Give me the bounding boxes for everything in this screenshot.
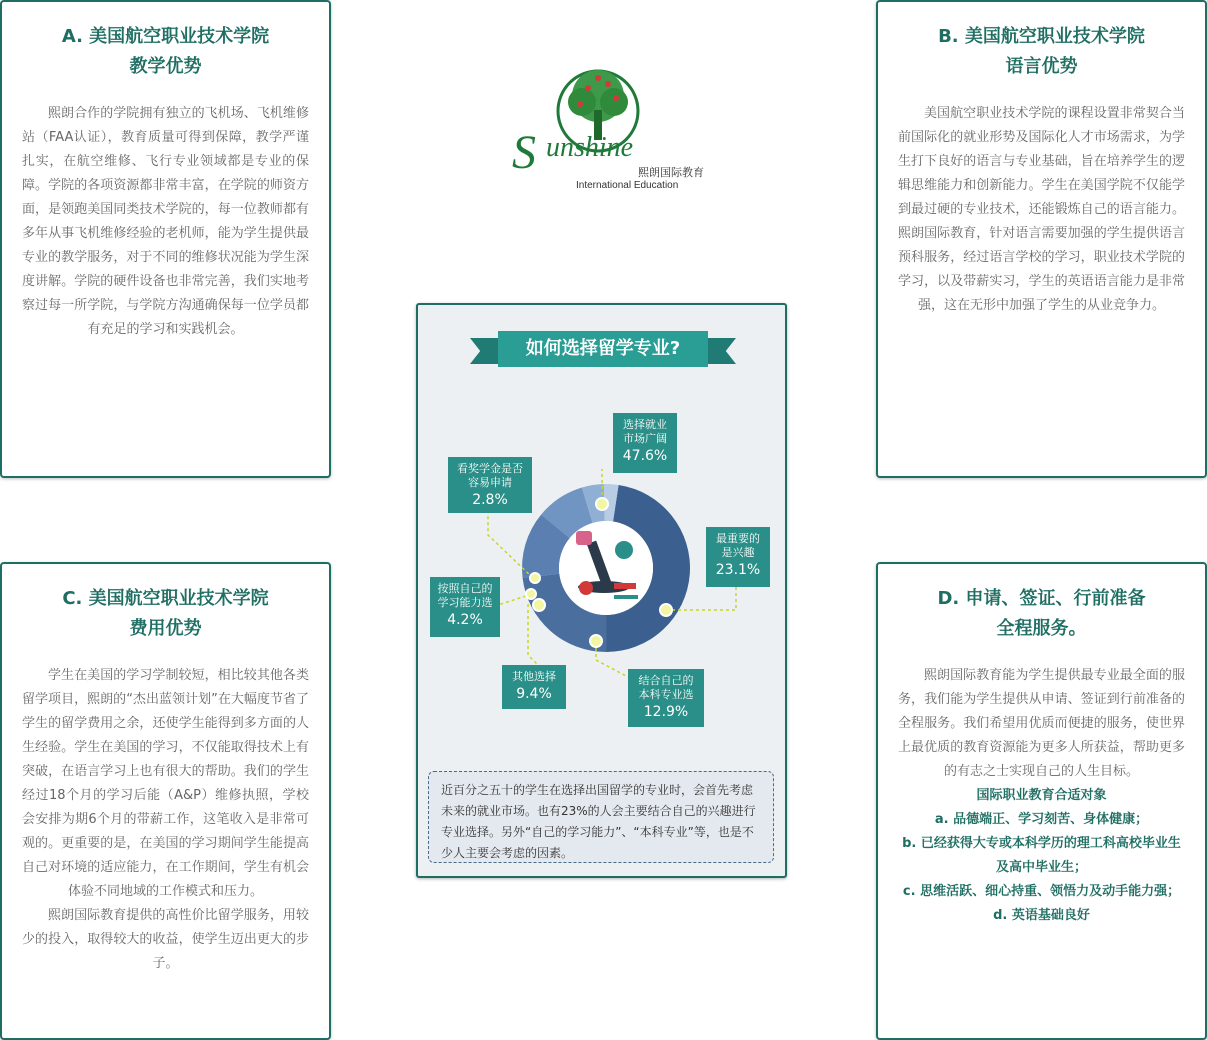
label-other: 其他选择 9.4% xyxy=(502,665,566,709)
card-d-title: D. 申请、签证、行前准备 全程服务。 xyxy=(937,588,1146,639)
card-b-title: B. 美国航空职业技术学院 语言优势 xyxy=(938,26,1145,77)
infographic-title: 如何选择留学专业? xyxy=(498,331,708,367)
label-job-market: 选择就业 市场广阔 47.6% xyxy=(613,413,677,473)
label-interest: 最重要的 是兴趣 23.1% xyxy=(706,527,770,587)
card-d-body: 熙朗国际教育能为学生提供最专业最全面的服务，我们能为学生提供从申请、签证到行前准备的全程服务。我们希望用优质而便捷的服务，使世界上最优质的教育资源能为更多人所获益，帮助更多的有志之士实现自己的人生目标。 国际职业教育合适对象 a. 品德端正、学习刻苦、身体健康； b. 已经获得大专或本科学历的理工科高校毕业生及高中毕业生； c. 思维活跃、细心持重、领悟力及动手能力强； d. 英语基础良好 xyxy=(878,664,1205,928)
list-item: b. 已经获得大专或本科学历的理工科高校毕业生及高中毕业生； xyxy=(902,836,1181,875)
major-choice-infographic xyxy=(416,303,787,878)
logo-wordmark: unshine xyxy=(546,132,634,163)
list-item: a. 品德端正、学习刻苦、身体健康； xyxy=(934,812,1149,827)
logo-chinese: 熙朗国际教育 xyxy=(638,166,704,179)
label-learning-ability: 按照自己的 学习能力选 4.2% xyxy=(430,577,500,637)
sunshine-logo xyxy=(510,66,730,191)
tree-icon xyxy=(568,70,628,140)
suitable-audience-title: 国际职业教育合适对象 xyxy=(976,788,1107,803)
card-teaching-advantage xyxy=(0,0,331,478)
card-full-service xyxy=(876,562,1207,1040)
logo-subtitle: International Education xyxy=(576,180,679,191)
card-c-body: 学生在美国的学习学制较短，相比较其他各类留学项目，熙朗的“杰出蓝领计划”在大幅度节省了学生的留学费用之余，还使学生能得到多方面的人生经验。学生在美国的学习，不仅能取得技术上有突破，在语言学习上也有很大的帮助。我们的学生经过18个月的学习后能（A&P）维修执照，学校会安排为期6个月的带薪工作，这笔收入是非常可观的。更重要的是，在美国的学习期间学生能提高自己对环境的适应能力，在工作期间，学生有机会体验不同地域的工作模式和压力。 熙朗国际教育提供的高性价比留学服务，用较少的投入，取得较大的收益，使学生迈出更大的步子。 xyxy=(22,668,309,971)
list-item: d. 英语基础良好 xyxy=(993,908,1090,923)
label-scholarship: 看奖学金是否 容易申请 2.8% xyxy=(448,457,532,513)
infographic-note: 近百分之五十的学生在选择出国留学的专业时，会首先考虑未来的就业市场。也有23%的人会主要结合自己的兴趣进行专业选择。另外“自己的学习能力”、“本科专业”等，也是不少人主要会考虑的因素。 xyxy=(428,771,774,863)
card-a-body: 熙朗合作的学院拥有独立的飞机场、飞机维修站（FAA认证），教育质量可得到保障，教学严谨扎实，在航空维修、飞行专业领域都是专业的保障。学院的各项资源都非常丰富，在学院的师资方面，是领跑美国同类技术学院的，每一位教师都有多年从事飞机维修经验的老机师，能为学生提供最专业的教学服务，对于不同的维修状况能为学生深度讲解。学院的硬件设备也非常完善，我们实地考察过每一所学院，与学院方沟通确保每一位学员都有充足的学习和实践机会。 xyxy=(22,106,309,337)
card-language-advantage xyxy=(876,0,1207,478)
logo-letter-s: S xyxy=(512,126,536,179)
card-cost-advantage xyxy=(0,562,331,1040)
card-c-title: C. 美国航空职业技术学院 费用优势 xyxy=(62,588,269,639)
card-a-title: A. 美国航空职业技术学院 教学优势 xyxy=(61,26,270,77)
list-item: c. 思维活跃、细心持重、领悟力及动手能力强； xyxy=(902,884,1181,899)
card-b-body: 美国航空职业技术学院的课程设置非常契合当前国际化的就业形势及国际化人才市场需求，为学生打下良好的语言与专业基础，旨在培养学生的逻辑思维能力和创新能力。学生在美国学院不仅能学到最过硬的专业技术，还能锻炼自己的语言能力。熙朗国际教育，针对语言需要加强的学生提供语言预科服务，经过语言学校的学习，职业技术学院的学习，以及带薪实习，学生的英语语言能力是非常强，这在无形中加强了学生的从业竞争力。 xyxy=(898,106,1185,313)
label-undergrad-major: 结合自己的 本科专业选 12.9% xyxy=(628,669,704,727)
